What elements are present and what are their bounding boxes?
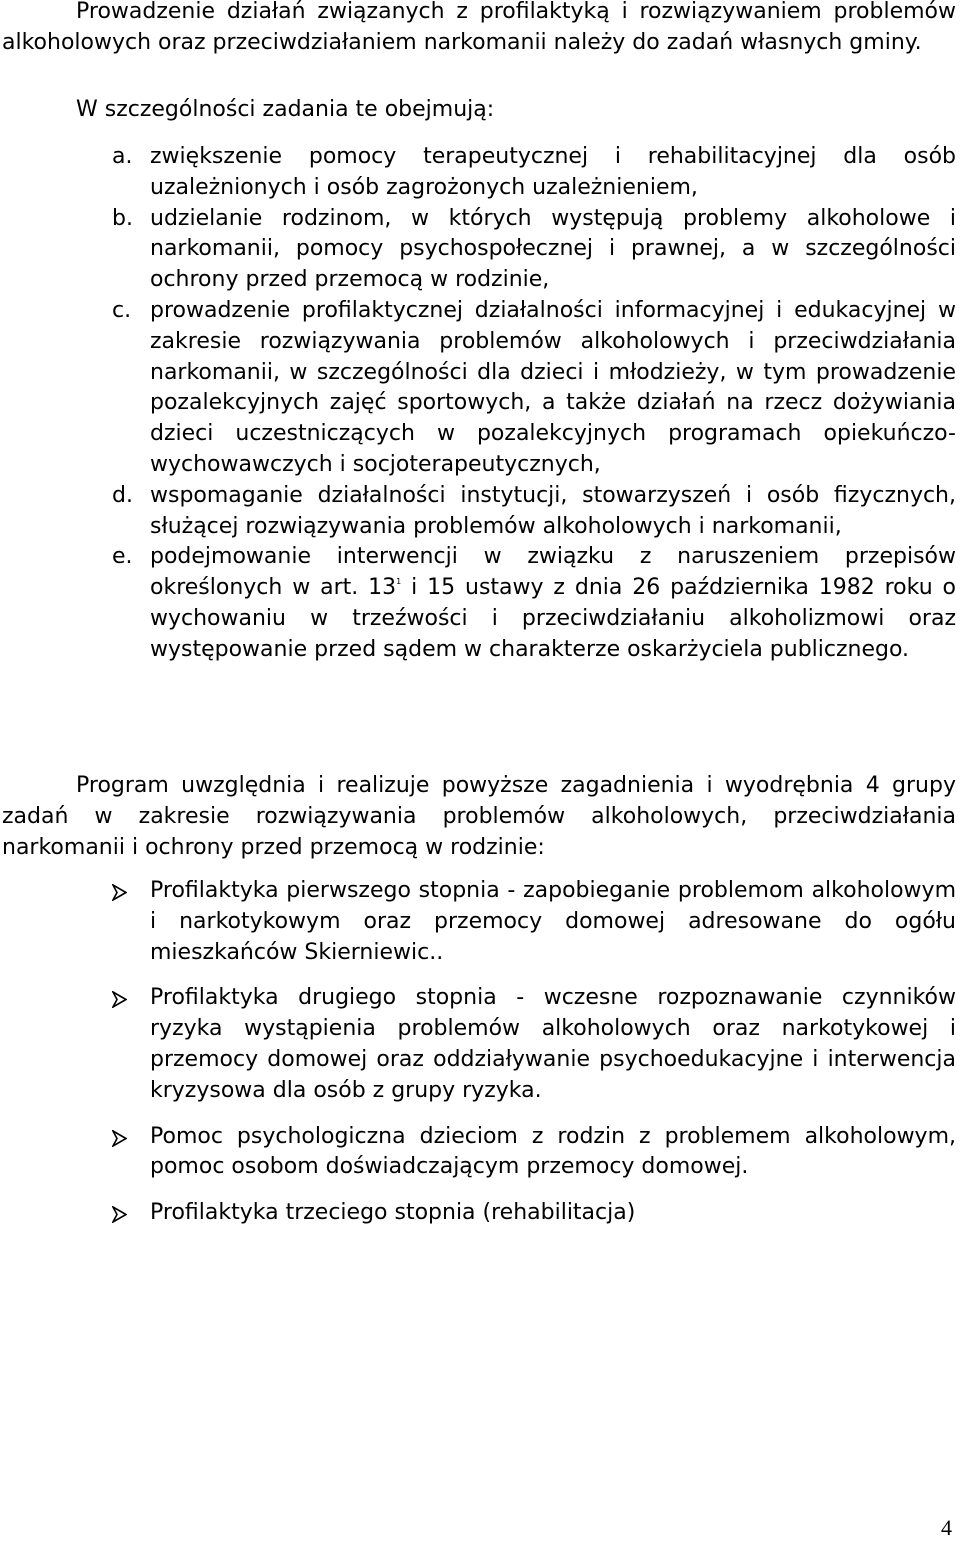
task-groups-list <box>112 876 956 1244</box>
list-item <box>112 542 956 665</box>
list-marker: b. <box>112 205 133 231</box>
arrow-bullet-icon <box>112 1122 150 1184</box>
list-item-text: zwiększenie pomocy terapeutycznej i rehabilitacyjnej dla osób uzależnionych i osób zagrożonych uzależnieniem, <box>150 144 956 200</box>
list-marker: d. <box>112 482 133 508</box>
list-marker: e. <box>112 544 133 570</box>
list-item <box>112 481 956 543</box>
footnote-superscript: 1 <box>396 577 402 587</box>
list-item-text: Pomoc psychologiczna dzieciom z rodzin z problemem alkoholowym, pomoc osobom doświadczającym przemocy domowej. <box>150 1123 956 1180</box>
list-item-text: udzielanie rodzinom, w których występują problemy alkoholowe i narkomanii, pomocy psychospołecznej i prawnej, a w szczególności ochrony przed przemocą w rodzinie, <box>150 205 956 293</box>
list-item-text: wspomaganie działalności instytucji, stowarzyszeń i osób fizycznych, służącej rozwiązywania problemów alkoholowych i narkomanii, <box>150 482 956 539</box>
list-marker: a. <box>112 144 133 169</box>
program-paragraph: Program uwzględnia i realizuje powyższe zagadnienia i wyodrębnia 4 grupy zadań w zakresie rozwiązywania problemów alkoholowych, przeciwdziałania narkomanii i ochrony przed przemocą w rodzinie: <box>2 773 956 860</box>
list-item-text: Profilaktyka trzeciego stopnia (rehabilitacja) <box>150 1200 636 1226</box>
list-item-text <box>150 542 956 665</box>
page-number: 4 <box>941 1515 952 1540</box>
arrow-bullet-icon <box>112 983 150 1106</box>
list-item-text: Profilaktyka pierwszego stopnia - zapobieganie problemom alkoholowym i narkotykowym oraz przemocy domowej adresowane do ogółu mieszkańców Skierniewic.. <box>150 878 956 965</box>
list-item <box>112 296 956 481</box>
tasks-list <box>112 142 956 666</box>
text-segment: podejmowanie interwencji w związku z naruszeniem przepisów określonych w art. 13 <box>150 544 956 601</box>
arrow-bullet-icon <box>112 876 150 968</box>
arrow-bullet-icon <box>112 1198 150 1229</box>
text-segment: i 15 ustawy z dnia 26 października 1982 roku o wychowaniu w trzeźwości i przeciwdziałaniu alkoholizmowi oraz występowanie przed sądem w charakterze oskarżyciela publicznego. <box>150 575 956 662</box>
list-item-text: prowadzenie profilaktycznej działalności informacyjnej i edukacyjnej w zakresie rozwiązywania problemów alkoholowych i przeciwdziałania narkomanii, w szczególności dla dzieci i młodzieży, w tym prowadzenie pozalekcyjnych zajęć sportowych, a także działań na rzecz dożywiania dzieci uczestniczących w pozalekcyjnych programach opiekuńczo-wychowawczych i socjoterapeutycznych, <box>150 297 956 477</box>
list-item <box>112 1122 956 1184</box>
list-marker: c. <box>112 297 132 323</box>
tasks-lead-text: W szczególności zadania te obejmują: <box>76 97 495 122</box>
list-item <box>112 983 956 1106</box>
list-item <box>112 142 956 204</box>
list-item-text: Profilaktyka drugiego stopnia - wczesne rozpoznawanie czynników ryzyka wystąpienia problemów alkoholowych oraz narkotykowej i przemocy domowej oraz oddziaływanie psychoedukacyjne i interwencja kryzysowa dla osób z grupy ryzyka. <box>150 985 956 1103</box>
intro-paragraph: Prowadzenie działań związanych z profilaktyką i rozwiązywaniem problemów alkoholowych oraz przeciwdziałaniem narkomanii należy do zadań własnych gminy. <box>2 0 956 55</box>
list-item <box>112 1198 956 1229</box>
list-item <box>112 204 956 296</box>
list-item <box>112 876 956 968</box>
